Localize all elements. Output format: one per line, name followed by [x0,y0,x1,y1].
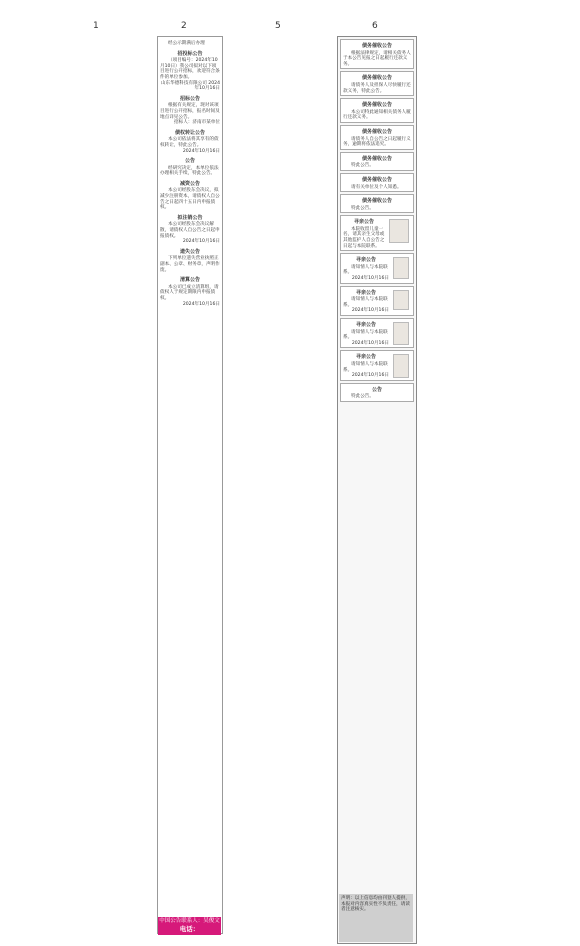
notice-title: 债务催收公告 [361,102,392,109]
notice-column-page-6 [337,36,417,944]
notice [340,98,414,123]
notice-title: 寻亲公告 [353,219,374,226]
notice-body: 请知情人与本院联系。 [343,361,388,373]
contact-phone: 电话：13515317258 [164,925,215,942]
notice-title: 寻亲公告 [355,289,376,296]
notice [340,350,414,380]
page-number-6: 6 [372,21,378,31]
contact-banner [158,917,221,942]
notice-body: 根据有关规定，现对该项目进行公开招标，报名时间及地点详见公告。 [160,103,220,120]
notice-sign: 2024年10月16日 [351,340,389,346]
notice [340,215,414,251]
notice [340,286,414,316]
notice-body: 请知情人与本院联系。 [343,297,388,308]
notice-body: 请有关单位及个人知悉。 [351,184,402,190]
notice-title: 债务催收公告 [361,43,392,49]
notice-body: 请知情人与本院联系。 [343,264,388,276]
notice-title: 寻亲公告 [355,354,376,361]
notice-sign: 招标人：济南市某单位 [174,120,220,126]
notice-body: 请债务人及担保人尽快履行还款义务，特此公告。 [343,82,411,94]
notice-body: 本公司已成立清算组，请债权人于规定期限内申报债权。 [160,284,219,301]
notice-body: 本公司特此通知相关债务人履行还款义务。 [343,109,411,121]
notice [158,178,222,212]
notice-body: 特此公告。 [351,163,374,169]
notice-body: 本公司依法将其享有的债权转让，特此公告。 [160,137,219,148]
notice-title: 寻亲公告 [355,257,376,264]
notice-sign: 2024年10月16日 [351,276,389,282]
notice-body: 下列单位遗失营业执照正副本、公章、财务章，声明作废。 [160,256,220,273]
notice [340,194,414,213]
notice-sign: 2024年10月16日 [182,239,220,245]
child-photo [393,290,409,310]
notice [158,155,222,178]
notice-body: 根据法律规定，请相关债务人于本公告见报之日起履行还款义务。 [343,50,411,67]
notice-title: 债权转让公告 [174,129,205,136]
child-photo [393,257,409,279]
notice-title: 拟注销公告 [177,214,203,221]
notice [340,318,414,348]
notice [158,274,222,308]
page-number-1: 1 [93,21,99,31]
disclaimer-text: 声明：以上信息均由刊登人提供，本报对内容真实性不负责任，请读者注意核实。 [341,896,410,913]
notice-body: 请知情人与本院联系。 [343,329,388,341]
notice-sign: 2024年10月16日 [351,308,389,314]
notice-title: 清算公告 [179,277,200,284]
notice-sign: 2024年10月16日 [351,373,389,379]
notice [158,48,222,93]
notice [340,173,414,192]
notice-title: 招标公告 [179,95,200,102]
notice-title: 债务催收公告 [361,198,392,205]
notice-title: 遗失公告 [179,248,200,255]
notice [340,125,414,150]
notice [340,152,414,171]
notice-body: （项目编号：2024年10月10日）我公司拟对以下项目进行公开招标，欢迎符合条件的单位参加。 [160,58,220,80]
notice [340,39,414,69]
notice-title: 招投标公告 [177,50,203,57]
notice-title: 债务催收公告 [361,75,392,82]
notice-body: 本院收留儿童一名，请其亲生父母或其他监护人自公告之日起与本院联系。 [343,226,385,249]
notice [158,246,222,274]
notice-body: 特此公告。 [351,205,374,211]
notice-title: 债务催收公告 [361,176,392,183]
notice-body: 请债务人自公告之日起履行义务，逾期将依法追究。 [343,136,411,148]
notice-title: 债务催收公告 [361,128,392,135]
notice [340,383,414,402]
notice-sign: 2024年10月16日 [182,148,220,154]
notice-title: 减资公告 [179,180,200,187]
notice-sign: 2024年10月16日 [182,301,220,307]
notice-body: 经研究决定，本单位依法办理相关手续，特此公告。 [160,165,219,177]
notice [340,253,414,283]
notice [158,93,222,127]
notice-sign: 山东华德科技有限公司 2024年10月16日 [160,80,220,92]
notice-body: 经公示期满后办理 [168,41,205,46]
contact-label: 中国公告联系人：吴俊文 [159,918,220,924]
notice-body: 特此公告。 [351,394,374,400]
notice-title: 公告 [184,158,195,165]
notice [158,37,222,48]
child-photo [389,219,409,243]
child-photo [393,322,409,345]
notice [340,71,414,96]
page-number-5: 5 [275,21,281,31]
notice [158,212,222,246]
notice-body: 本公司经股东会决议，拟减少注册资本，请债权人自公告之日起四十五日内申报债权。 [160,188,220,211]
notice-title: 寻亲公告 [355,322,376,328]
notice-title: 债务催收公告 [361,155,392,162]
notice-column-page-2 [157,36,223,934]
disclaimer-box [339,894,413,942]
notice-body: 本公司经股东会决议解散，请债权人自公告之日起申报债权。 [160,222,220,239]
notice-title: 公告 [371,386,382,393]
page-number-2: 2 [181,21,187,31]
notice [158,127,222,155]
child-photo [393,354,409,378]
